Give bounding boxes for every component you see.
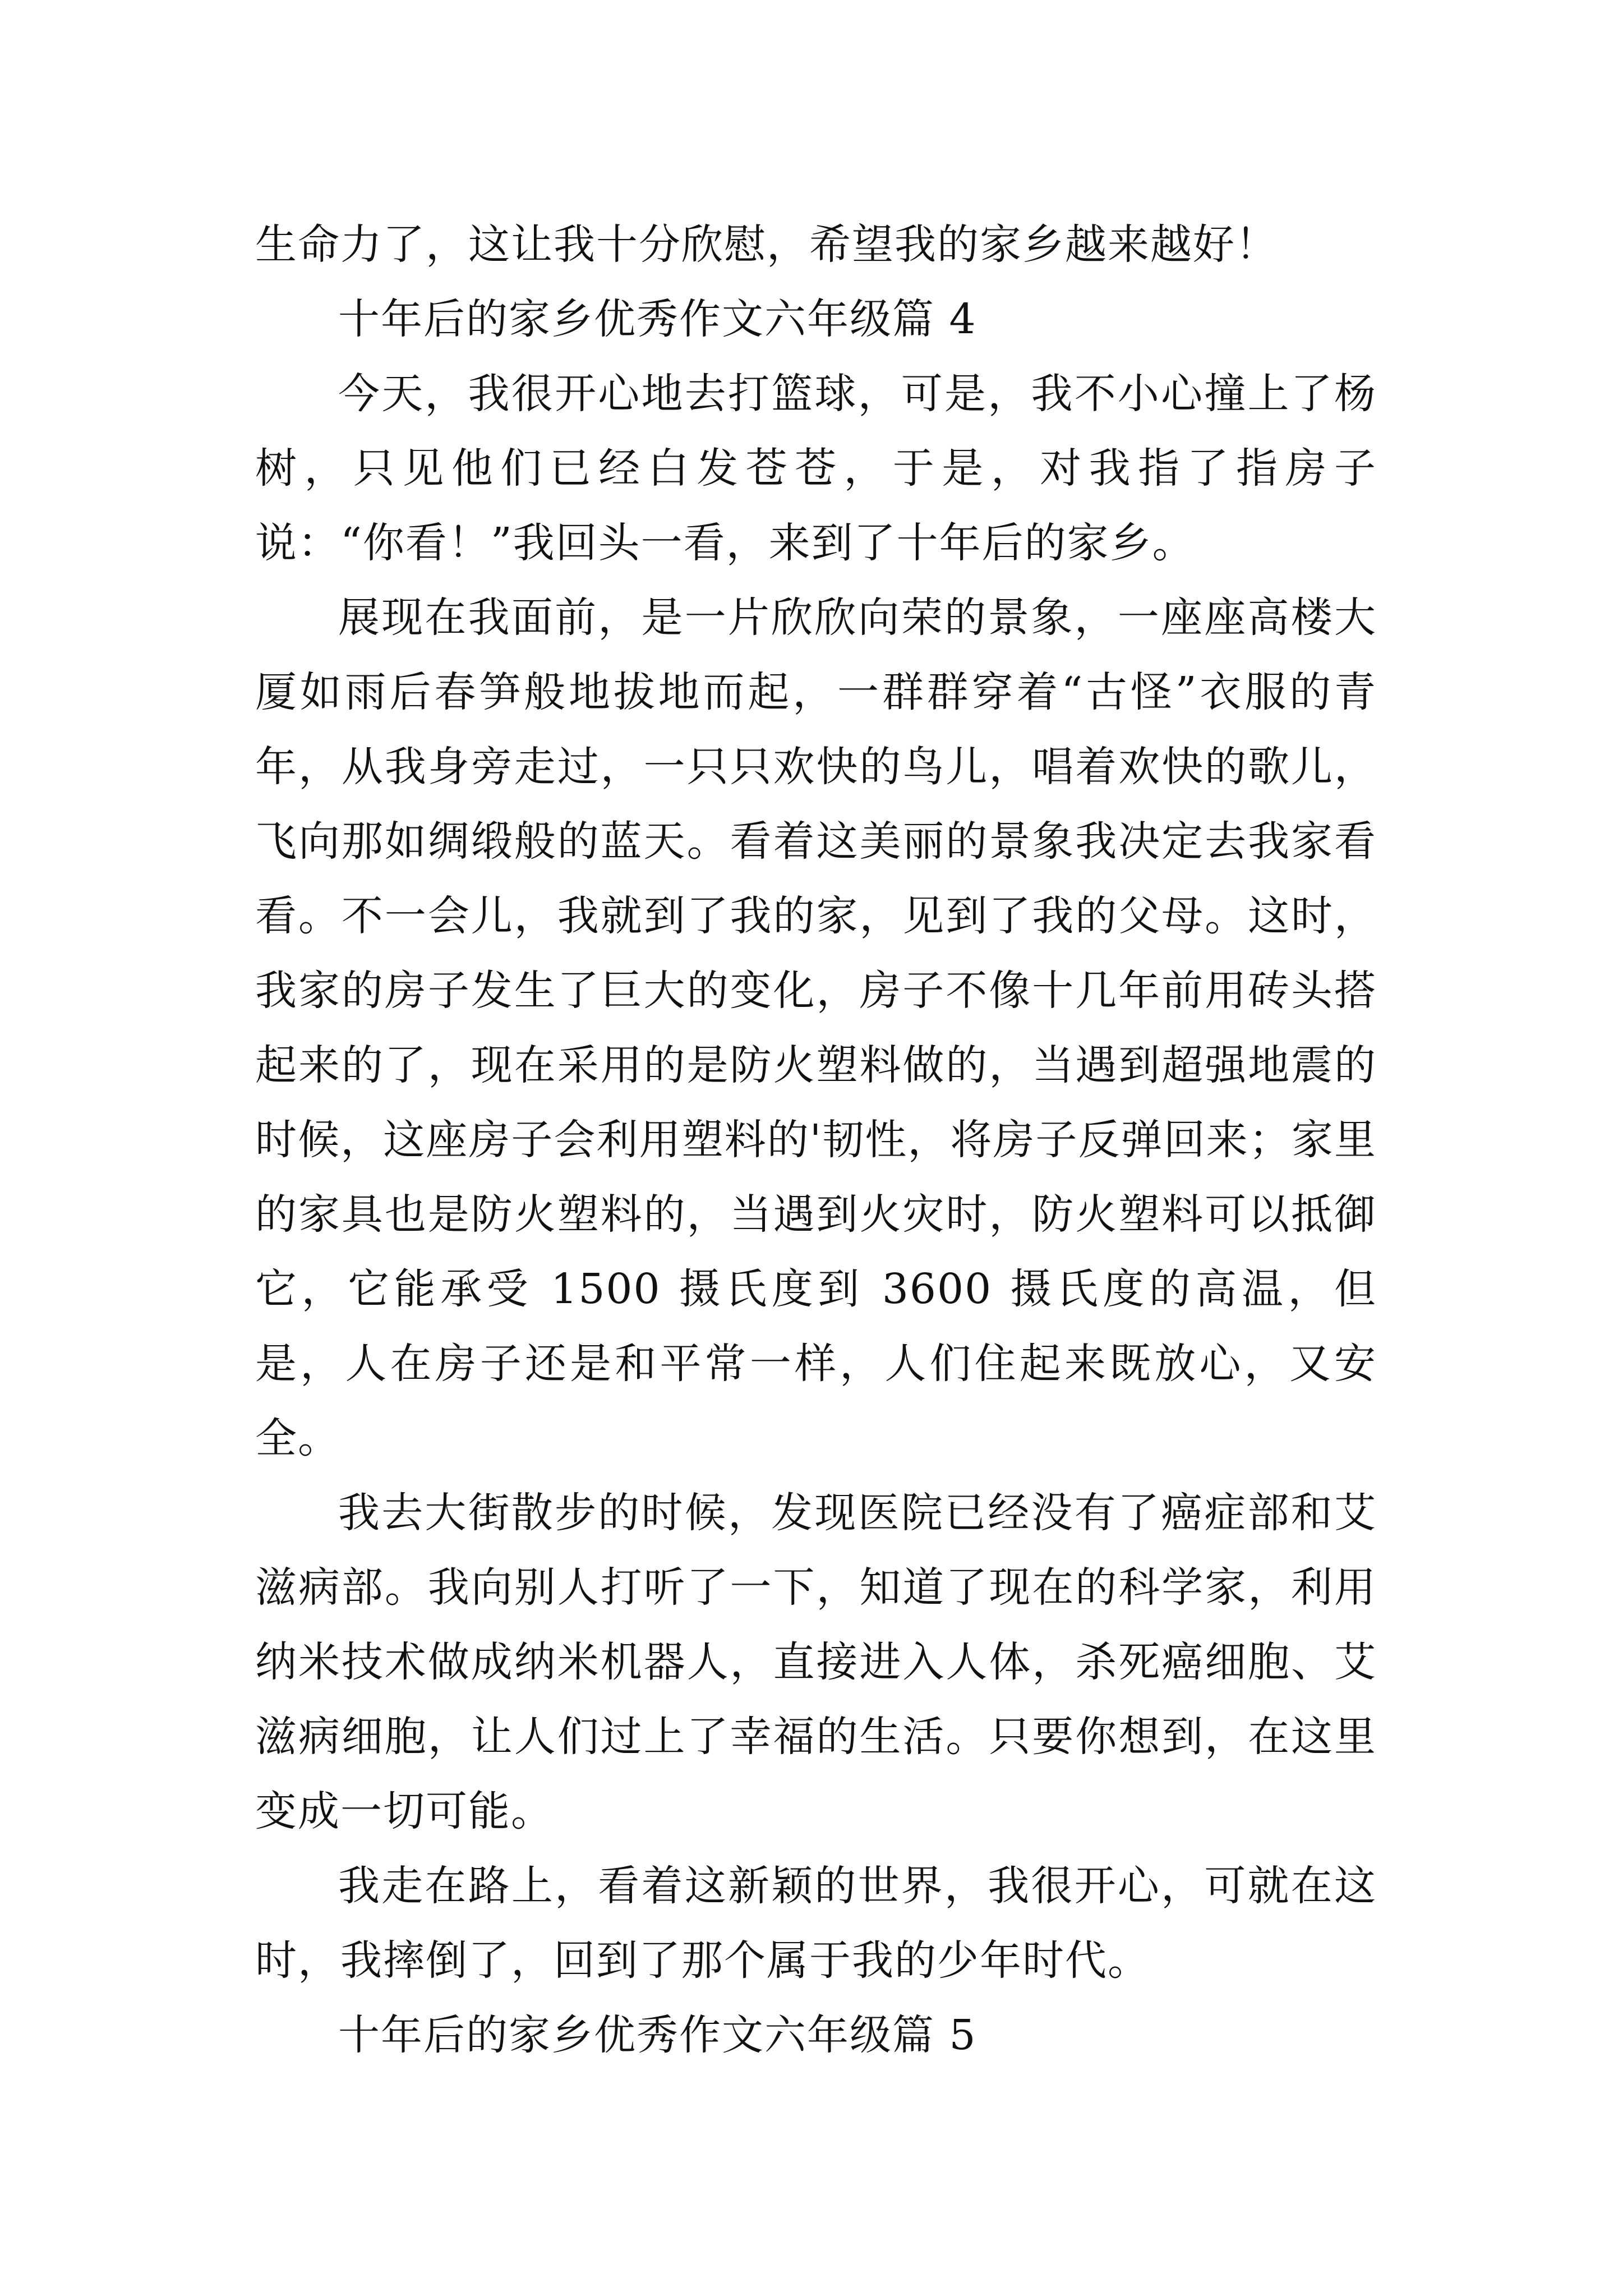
- body-paragraph: 展现在我面前，是一片欣欣向荣的景象，一座座高楼大厦如雨后春笋般地拔地而起，一群群穿着“古怪”衣服的青年，从我身旁走过，一只只欢快的鸟儿，唱着欢快的歌儿，飞向那如绸缎般的蓝天。看着这美丽的景象我决定去我家看看。不一会儿，我就到了我的家，见到了我的父母。这时，我家的房子发生了巨大的变化，房子不像十几年前用砖头搭起来的了，现在采用的是防火塑料做的，当遇到超强地震的时候，这座房子会利用塑料的'韧性，将房子反弹回来；家里的家具也是防火塑料的，当遇到火灾时，防火塑料可以抵御它，它能承受 1500 摄氏度到 3600 摄氏度的高温，但是，人在房子还是和平常一样，人们住起来既放心，又安全。: [255, 593, 1377, 1462]
- body-paragraph: 我走在路上，看着这新颖的世界，我很开心，可就在这时，我摔倒了，回到了那个属于我的少年时代。: [255, 1862, 1377, 1985]
- section-heading-4: 十年后的家乡优秀作文六年级篇 4: [338, 295, 977, 343]
- body-paragraph: 今天，我很开心地去打篮球，可是，我不小心撞上了杨树，只见他们已经白发苍苍，于是，对我指了指房子说：“你看！”我回头一看，来到了十年后的家乡。: [255, 370, 1377, 567]
- continued-paragraph: 生命力了，这让我十分欣慰，希望我的家乡越来越好！: [255, 220, 1278, 269]
- section-heading-5: 十年后的家乡优秀作文六年级篇 5: [338, 2011, 977, 2059]
- document-body: [255, 208, 1377, 2073]
- body-paragraph: 我去大街散步的时候，发现医院已经没有了癌症部和艾滋病部。我向别人打听了一下，知道了现在的科学家，利用纳米技术做成纳米机器人，直接进入人体，杀死癌细胞、艾滋病细胞，让人们过上了幸福的生活。只要你想到，在这里变成一切可能。: [255, 1489, 1377, 1835]
